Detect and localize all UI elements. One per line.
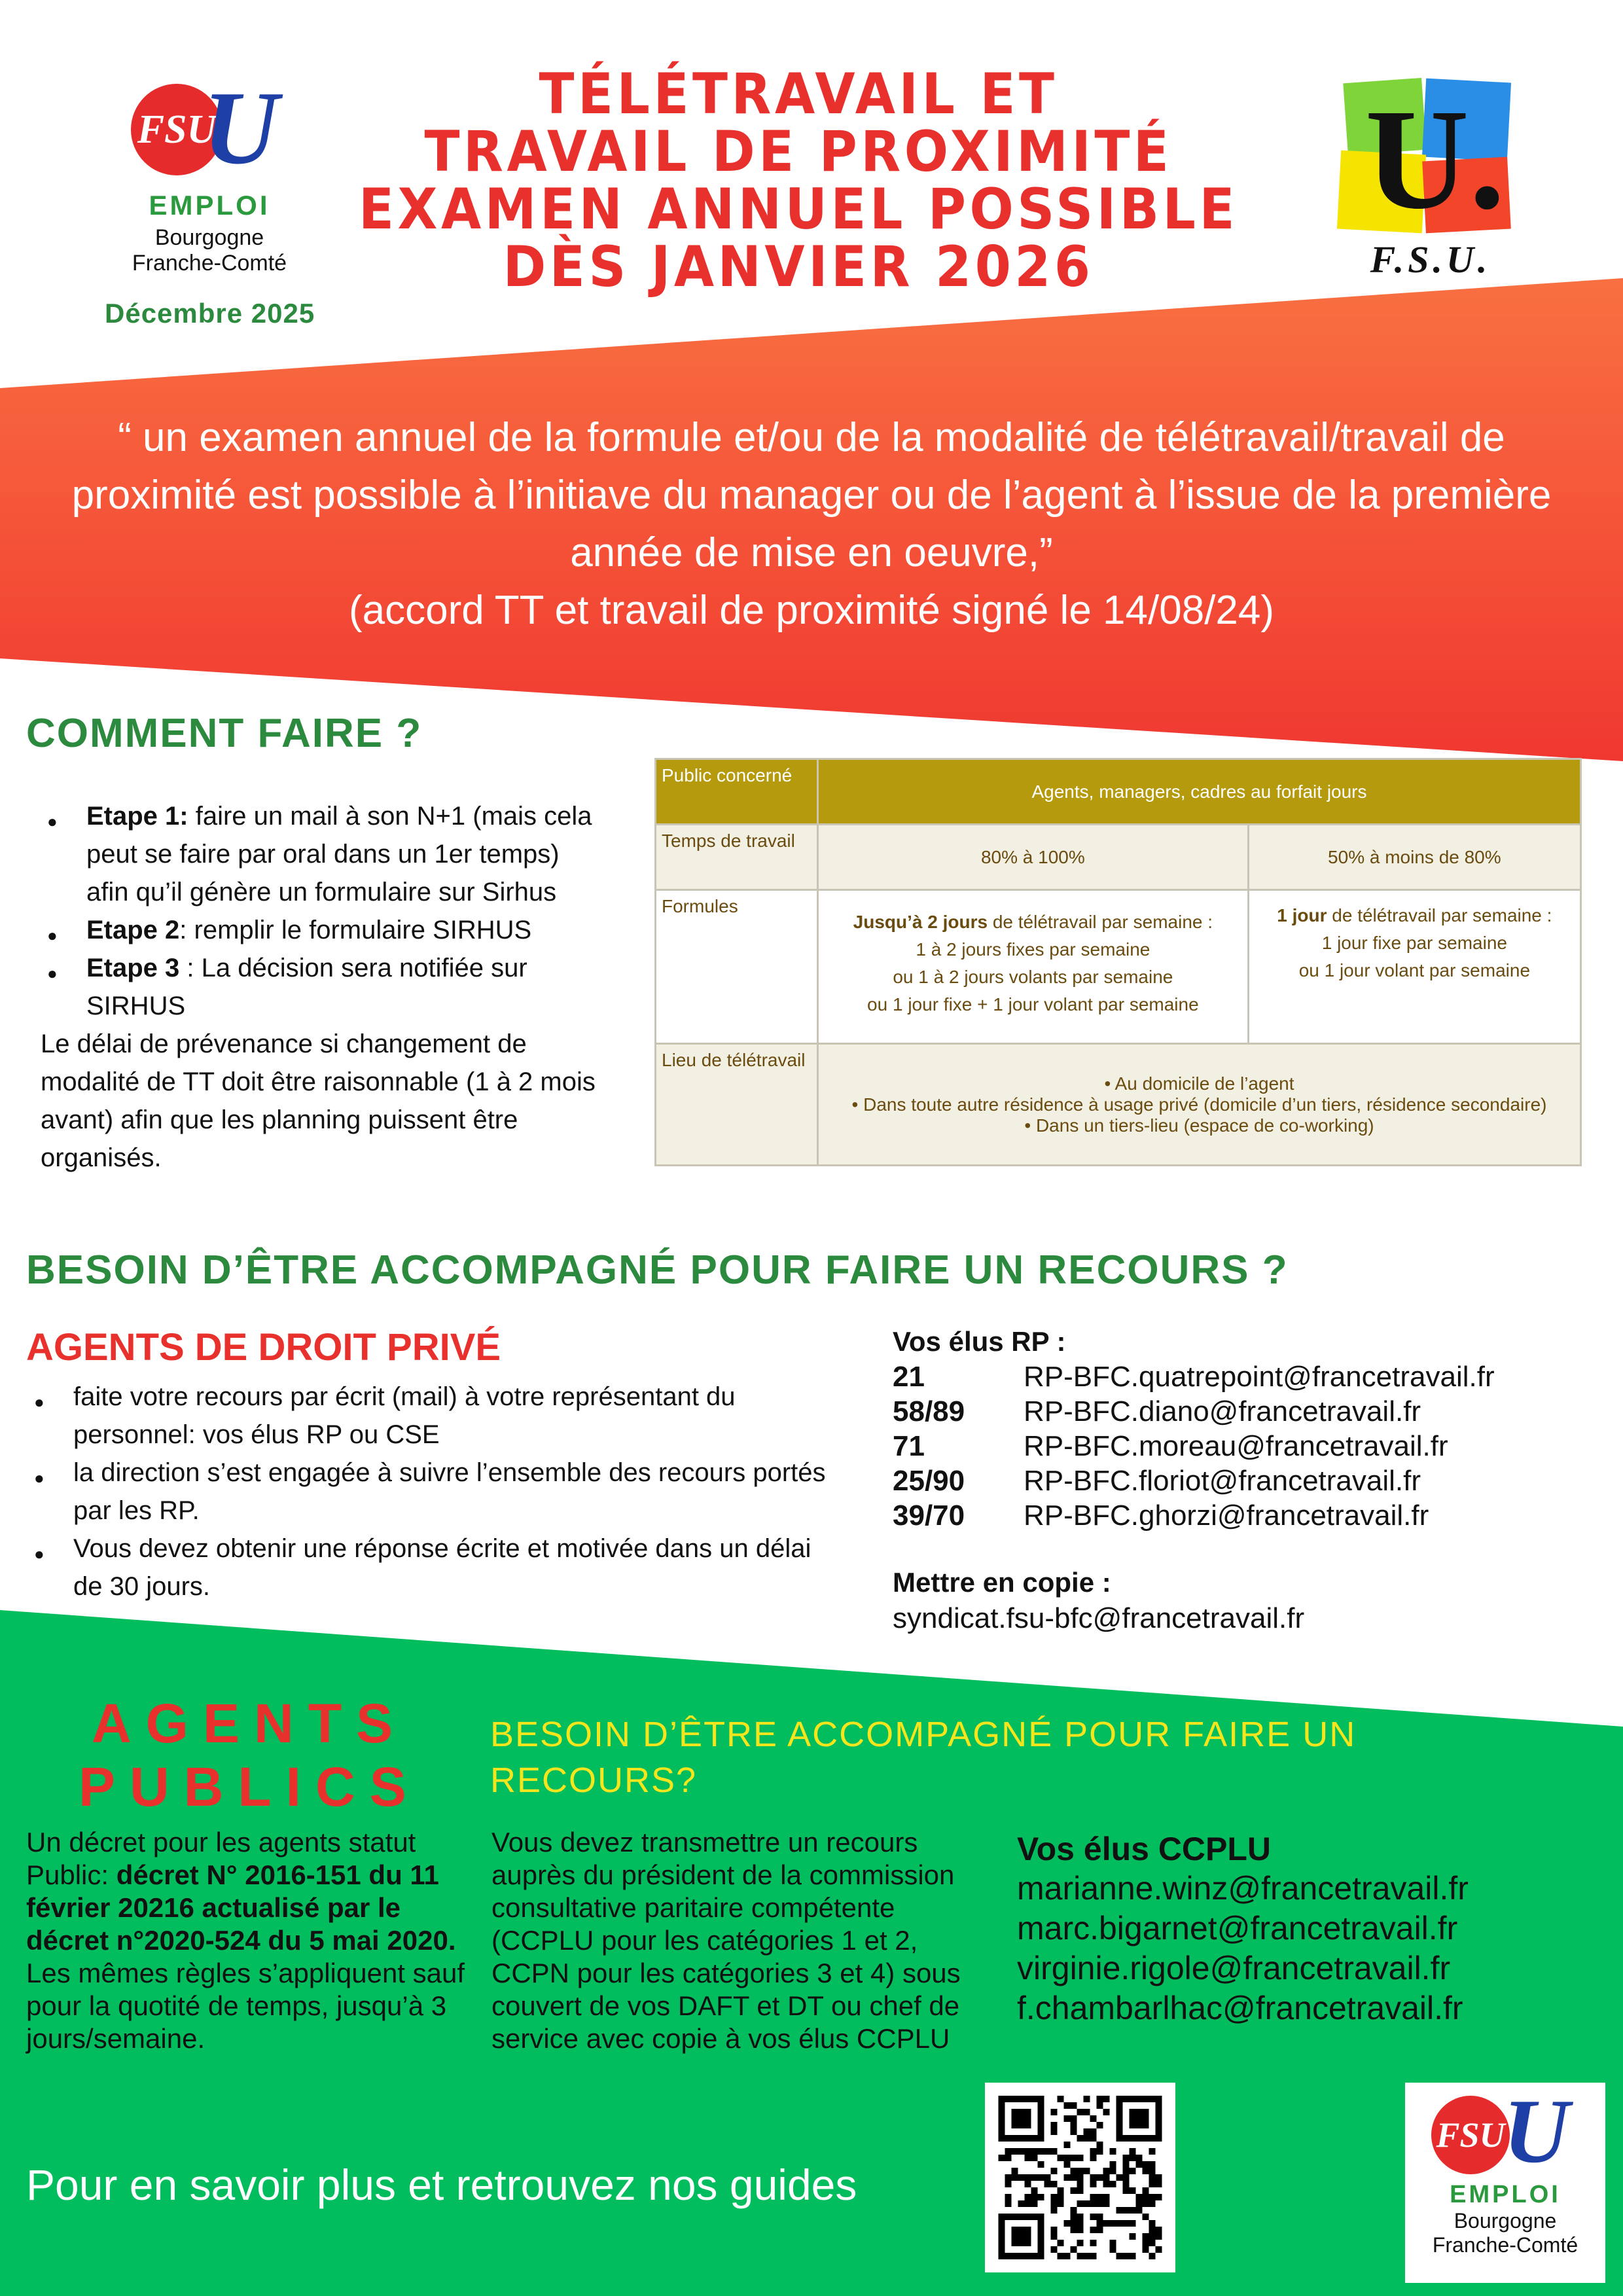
public-agents-heading: AGENTS PUBLICS (79, 1693, 421, 1818)
logo-region: Bourgogne (154, 225, 264, 250)
cell: Jusqu’à 2 jours de télétravail par semaine : 1 à 2 jours fixes par semaine ou 1 à 2 jours volants par semaine ou 1 jour fixe + 1 jour volant par semaine (818, 890, 1249, 1044)
ccplu-contacts (1017, 1829, 1606, 2028)
fsu-u-logo (1339, 81, 1522, 283)
footer-guides-text: Pour en savoir plus et retrouvez nos guides (26, 2161, 857, 2209)
title-line: EXAMEN ANNUEL POSSIBLE (358, 177, 1239, 242)
notice-text: Le délai de prévenance si changement de modalité de TT doit être raisonnable (1 à 2 mois avant) afin que les planning puissent être organisés. (41, 1030, 596, 1172)
rp-row: 39/70 RP-BFC.ghorzi@francetravail.fr (893, 1499, 1429, 1532)
public-recours-text: Vous devez transmettre un recours auprès du président de la commission consultative paritaire compétente (CCPLU pour les catégories 1 et 2, CCPN pour les catégories 3 et 4) sous couvert de vos DAFT et DT ou chef de service avec copie à vos élus CCPLU (491, 1827, 961, 2054)
email-link[interactable]: virginie.rigole@francetravail.fr (1017, 1950, 1451, 1986)
logo-sub: EMPLOI (1450, 2181, 1561, 2208)
cell: • Au domicile de l’agent • Dans toute autre résidence à usage privé (domicile d’un tiers, résidence secondaire) • Dans un tiers-lieu (espace de co-working) (818, 1044, 1581, 1166)
cell: 50% à moins de 80% (1248, 825, 1580, 890)
logo-caption: F.S.U. (1370, 238, 1491, 281)
cell: 1 jour de télétravail par semaine : 1 jour fixe par semaine ou 1 jour volant par semaine (1248, 890, 1580, 1044)
copy-label: Mettre en copie : (893, 1567, 1111, 1598)
email-link[interactable]: RP-BFC.floriot@francetravail.fr (1024, 1465, 1421, 1497)
logo-sub: EMPLOI (149, 190, 270, 221)
qr-code[interactable] (985, 2083, 1175, 2272)
comment-faire-heading: COMMENT FAIRE ? (26, 711, 423, 756)
copy-email-link[interactable]: syndicat.fsu-bfc@francetravail.fr (893, 1602, 1305, 1634)
row-label: Public concerné (656, 759, 818, 825)
quote-source: (accord TT et travail de proximité signé le 14/08/24) (348, 588, 1275, 633)
row-label: Lieu de télétravail (656, 1044, 818, 1166)
fsu-emploi-logo-footer: FSU U EMPLOI Bourgogne Franche-Comté (1405, 2083, 1605, 2283)
rp-row: 21 RP-BFC.quatrepoint@francetravail.fr (893, 1361, 1495, 1393)
logo-letter: U. (1365, 79, 1505, 239)
list-item: ● Vous devez obtenir une réponse écrite et motivée dans un délai de 30 jours. (27, 1530, 826, 1605)
email-link[interactable]: RP-BFC.ghorzi@francetravail.fr (1024, 1499, 1429, 1532)
page-title (353, 62, 1244, 300)
rp-contacts (893, 1323, 1613, 1635)
quote (26, 409, 1597, 639)
private-agents-heading: AGENTS DE DROIT PRIVÉ (26, 1326, 501, 1369)
rp-row: 58/89 RP-BFC.diano@francetravail.fr (893, 1395, 1421, 1427)
email-link[interactable]: RP-BFC.diano@francetravail.fr (1024, 1395, 1421, 1427)
title-line: TÉLÉTRAVAIL ET (539, 62, 1058, 127)
teletravail-table (654, 758, 1582, 1166)
logo-region2: Franche-Comté (1432, 2233, 1578, 2257)
fsu-emploi-logo: FSU U EMPLOI Bourgogne Franche-Comté (111, 79, 308, 275)
steps (41, 797, 603, 1177)
rp-row: 25/90 RP-BFC.floriot@francetravail.fr (893, 1465, 1421, 1497)
step-item: ● Etape 2: remplir le formulaire SIRHUS (41, 911, 603, 949)
public-recours-heading: BESOIN D’ÊTRE ACCOMPAGNÉ POUR FAIRE UN RECOURS? (490, 1715, 1357, 1800)
email-link[interactable]: RP-BFC.quatrepoint@francetravail.fr (1024, 1361, 1495, 1393)
logo-region: Bourgogne (1454, 2209, 1557, 2233)
cell: 80% à 100% (818, 825, 1249, 890)
recours-heading: BESOIN D’ÊTRE ACCOMPAGNÉ POUR FAIRE UN RECOURS ? (26, 1247, 1289, 1293)
email-link[interactable]: marianne.winz@francetravail.fr (1017, 1870, 1469, 1907)
list-item: ● la direction s’est engagée à suivre l’ensemble des recours portés par les RP. (27, 1454, 826, 1530)
row-label: Formules (656, 890, 818, 1044)
date: Décembre 2025 (105, 298, 315, 329)
ccplu-heading: Vos élus CCPLU (1017, 1831, 1272, 1867)
quote-text: “ un examen annuel de la formule et/ou de la modalité de télétravail/travail de proximité est possible à l’initiave du manager ou de l’agent à l’issue de la première année de mise en oeuvre,” (71, 415, 1552, 575)
logo-region2: Franche-Comté (132, 251, 287, 276)
step-item: ● Etape 1: faire un mail à son N+1 (mais cela peut se faire par oral dans un 1er temps) afin qu’il génère un formulaire sur Sirhus (41, 797, 603, 911)
rp-heading: Vos élus RP : (893, 1326, 1066, 1357)
public-decree-text: Un décret pour les agents statut Public: décret N° 2016-151 du 11 février 20216 actualisé par le décret n°2020-524 du 5 mai 2020. Les mêmes règles s’appliquent sauf pour la quotité de temps, jusqu’à 3 jours/semaine. (26, 1827, 465, 2054)
title-line: TRAVAIL DE PROXIMITÉ (424, 119, 1173, 185)
list-item: ● faite votre recours par écrit (mail) à votre représentant du personnel: vos élus RP ou CSE (27, 1378, 826, 1454)
cell: Agents, managers, cadres au forfait jours (818, 759, 1581, 825)
row-label: Temps de travail (656, 825, 818, 890)
email-link[interactable]: f.chambarlhac@francetravail.fr (1017, 1990, 1463, 2026)
title-line: DÈS JANVIER 2026 (503, 234, 1094, 300)
step-item: ● Etape 3 : La décision sera notifiée sur SIRHUS (41, 949, 603, 1025)
qr-code-icon (998, 2096, 1162, 2259)
email-link[interactable]: RP-BFC.moreau@francetravail.fr (1024, 1430, 1448, 1462)
rp-row: 71 RP-BFC.moreau@francetravail.fr (893, 1430, 1448, 1462)
email-link[interactable]: marc.bigarnet@francetravail.fr (1017, 1910, 1458, 1946)
fsu-logo-circle: FSU (131, 84, 223, 175)
fsu-logo-circle: FSU (1431, 2096, 1510, 2174)
